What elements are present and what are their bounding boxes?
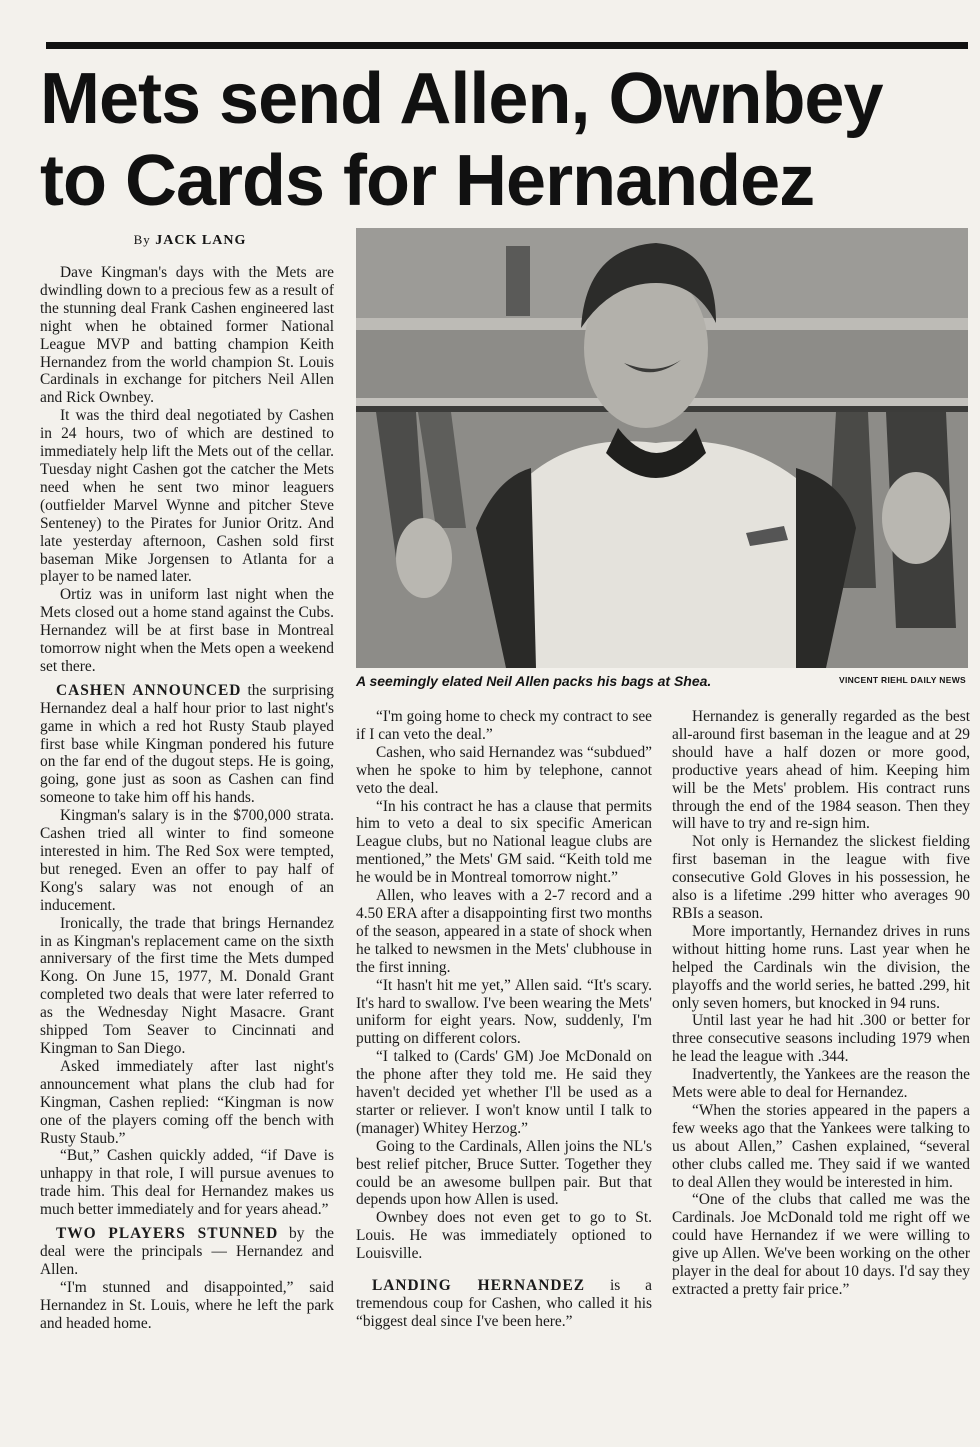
article-column-3	[672, 708, 970, 1299]
paragraph: Asked immediately after last night's announcement what plans the club had for Kingman, Cashen replied: “Kingman is now one of the players coming off the bench with Rusty Staub.”	[40, 1057, 334, 1147]
paragraph: Kingman's salary is in the $700,000 strata. Cashen tried all winter to find someone interested in him. The Red Sox were tempted, but reneged. Even an offer to pay half of Kong's salary was not enough of an inducement.	[40, 807, 334, 914]
paragraph: “One of the clubs that called me was the Cardinals. Joe McDonald told me right off we could have Hernandez if we were willing to give up Allen. We've been working on the other player in the deal for about 10 days. I'd say they extracted a pretty fair price.”	[672, 1191, 970, 1298]
subhead: LANDING HERNANDEZ	[372, 1277, 585, 1295]
top-rule	[46, 42, 968, 49]
byline-prefix: By	[133, 232, 151, 247]
subhead-text: the surprising Hernandez deal a half hour prior to last night's game in which a red hot Rusty Staub played first base while Kingman pondered his future on the far end of the dugout steps. He is going, going, gone just as soon as Cashen can find someone to take him off his hands.	[40, 681, 334, 807]
paragraph: Ironically, the trade that brings Hernandez in as Kingman's replacement came on the sixth anniversary of the first time the Mets dumped Kong. On June 15, 1977, M. Donald Grant completed two deals that were later referred to as the Wednesday Night Masacre. Grant shipped Tom Seaver to Cincinnati and Kingman to San Diego.	[40, 914, 334, 1057]
paragraph: “I'm stunned and disappointed,” said Hernandez in St. Louis, where he left the park and headed home.	[40, 1278, 334, 1332]
subhead-paragraph	[40, 1225, 334, 1279]
paragraph: More importantly, Hernandez drives in runs without hitting home runs. Last year when he helped the Cardinals win the division, the playoffs and the world series, he batted .299, hit only seven homers, but knocked in 94 runs.	[672, 922, 970, 1012]
paragraph: It was the third deal negotiated by Cashen in 24 hours, two of which are destined to immediately help lift the Mets out of the cellar. Tuesday night Cashen got the catcher the Mets need when he sent two minor leaguers (outfielder Marvel Wynne and pitcher Steve Senteney) to the Pirates for Junior Oritz. And late yesterday afternoon, Cashen sold first baseman Mike Jorgensen to Atlanta for a player to be named later.	[40, 407, 334, 586]
photo-illustration	[356, 228, 968, 668]
paragraph: Going to the Cardinals, Allen joins the NL's best relief pitcher, Bruce Sutter. Together they could be an awesome bullpen pair. But that depends upon how Allen is used.	[356, 1137, 652, 1209]
headline-line-1: Mets send Allen, Ownbey	[40, 59, 883, 139]
subhead-paragraph	[40, 682, 334, 807]
photo-caption: A seemingly elated Neil Allen packs his bags at Shea.	[356, 673, 712, 689]
paragraph: Cashen, who said Hernandez was “subdued” when he spoke to him by telephone, cannot veto the deal.	[356, 743, 652, 797]
paragraph: Hernandez is generally regarded as the best all-around first baseman in the league and at 29 should have a half dozen or more good, productive years ahead of him. Keeping him will be the Mets' problem. His contract runs through the end of the 1984 season. Then they will have to try and re-sign him.	[672, 708, 970, 833]
article-column-1	[40, 264, 334, 1332]
article-column-2	[356, 708, 652, 1331]
headline	[40, 58, 970, 222]
paragraph: “I talked to (Cards' GM) Joe McDonald on the phone after they told me. He said they haven't decided yet whether I'll be used as a starter or reliever. I won't know until I talk to (manager) Whitey Herzog.”	[356, 1048, 652, 1137]
paragraph: “It hasn't hit me yet,” Allen said. “It's scary. It's hard to swallow. I've been wearing the Mets' uniform for eight years. Now, suddenly, I'm putting on different colors.	[356, 976, 652, 1048]
subhead-paragraph	[356, 1277, 652, 1331]
paragraph: “In his contract he has a clause that permits him to veto a deal to six specific American League clubs, but no National league clubs are mentioned,” the Mets' GM said. “Keith told me he would be in Montreal tomorrow night.”	[356, 797, 652, 887]
paragraph: Ortiz was in uniform last night when the Mets closed out a home stand against the Cubs. Hernandez will be at first base in Montreal tomorrow night when the Mets open a weekend set there.	[40, 586, 334, 675]
paragraph: Ownbey does not even get to go to St. Louis. He was immediately optioned to Louisville.	[356, 1209, 652, 1263]
paragraph: Inadvertently, the Yankees are the reason the Mets were able to deal for Hernandez.	[672, 1066, 970, 1102]
photo-credit: VINCENT RIEHL DAILY NEWS	[838, 675, 966, 685]
subhead-text: by the deal were the principals — Hernandez and Allen.	[40, 1225, 334, 1278]
subhead: CASHEN ANNOUNCED	[56, 681, 242, 699]
byline	[40, 232, 340, 249]
byline-author: JACK LANG	[155, 233, 247, 248]
paragraph: Until last year he had hit .300 or better for three consecutive seasons including 1979 when he lead the league with .344.	[672, 1012, 970, 1066]
news-photo	[356, 228, 968, 668]
subhead-text: is a tremendous coup for Cashen, who called it his “biggest deal since I've been here.”	[356, 1277, 652, 1330]
paragraph: “When the stories appeared in the papers a few weeks ago that the Yankees were talking to us about Allen,” Cashen explained, “several other clubs called me. They said if we wanted to deal Allen they would be interested in him.	[672, 1101, 970, 1191]
paragraph: “But,” Cashen quickly added, “if Dave is unhappy in that role, I will pursue avenues to trade him. This deal for Hernandez makes us much better immediately and for years ahead.”	[40, 1147, 334, 1219]
headline-line-2: to Cards for Hernandez	[40, 141, 815, 221]
paragraph: “I'm going home to check my contract to see if I can veto the deal.”	[356, 708, 652, 743]
paragraph: Allen, who leaves with a 2-7 record and a 4.50 ERA after a disappointing first two months of the season, appeared in a state of shock when he talked to newsmen in the Mets' clubhouse in the first inning.	[356, 887, 652, 976]
subhead: TWO PLAYERS STUNNED	[56, 1225, 279, 1243]
paragraph: Not only is Hernandez the slickest fielding first baseman in the league with five consecutive Gold Gloves in his possession, he also is a lifetime .299 hitter who averages 90 RBIs a season.	[672, 833, 970, 922]
paragraph: Dave Kingman's days with the Mets are dwindling down to a precious few as a result of the stunning deal Frank Cashen engineered last night when he obtained former National League MVP and batting champion Keith Hernandez from the world champion St. Louis Cardinals in exchange for pitchers Neil Allen and Rick Ownbey.	[40, 264, 334, 407]
